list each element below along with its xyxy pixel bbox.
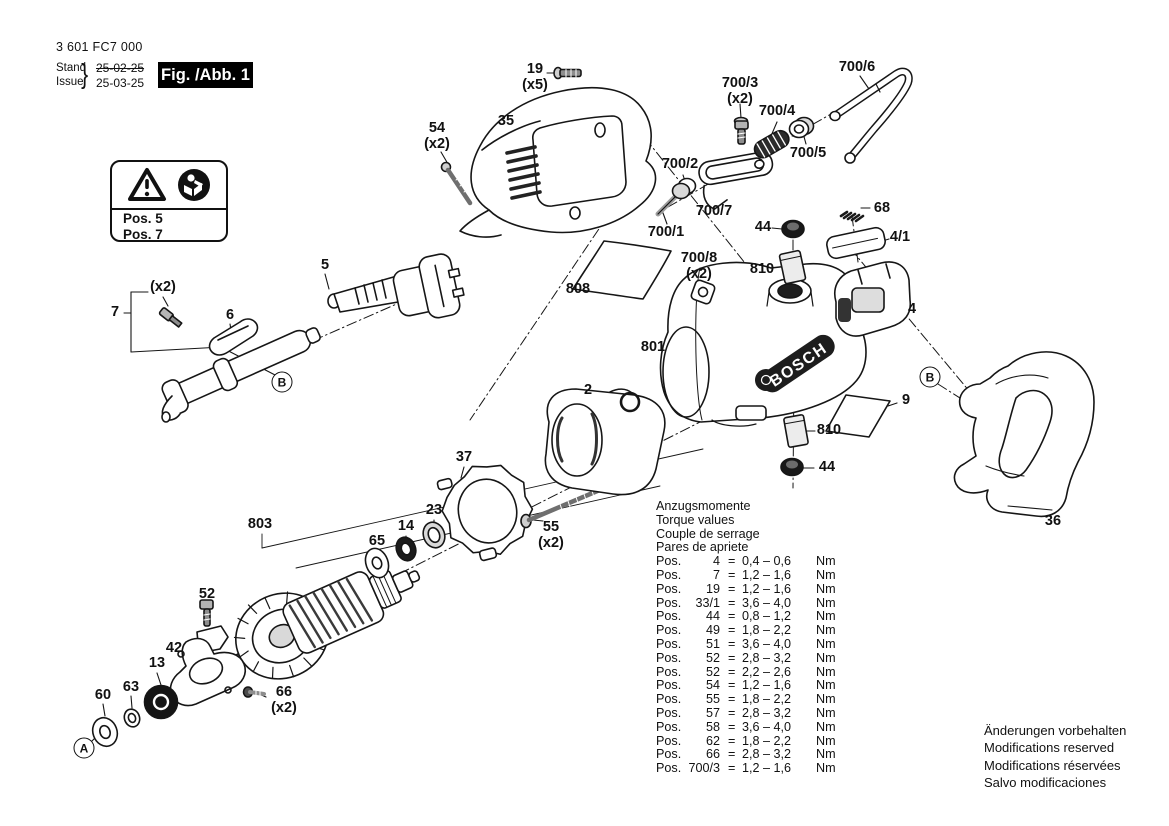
ring-700-5-art <box>790 118 814 138</box>
torque-row: Pos. 51 = 3,6 – 4,0 Nm <box>656 636 836 651</box>
warning-positions <box>123 211 163 242</box>
torque-row: Pos. 33/1 = 3,6 – 4,0 Nm <box>656 595 836 610</box>
motor-housing-35-art <box>460 88 656 237</box>
section-ref-a: A <box>74 738 95 759</box>
warning-box-divider <box>112 208 226 210</box>
screw-700-3-art <box>735 118 749 145</box>
warning-pos-line: Pos. 5 <box>123 211 163 226</box>
part-callout--x2-: (x2) <box>150 279 176 296</box>
section-ref-b: B <box>272 372 293 393</box>
part-callout-36: 36 <box>1044 513 1062 530</box>
part-callout-4-1: 4/1 <box>889 229 911 246</box>
part-callout-5: 5 <box>320 257 330 274</box>
modifications-notice-line: Modifications réservées <box>984 757 1121 773</box>
read-manual-icon <box>176 167 212 203</box>
torque-row: Pos. 58 = 3,6 – 4,0 Nm <box>656 719 836 734</box>
part-callout-810: 810 <box>749 261 775 278</box>
cover-4-1-art <box>825 226 886 260</box>
warning-pos-line: Pos. 7 <box>123 226 163 242</box>
bosch-logo-text: BOSCH <box>767 339 831 391</box>
part-callout-810: 810 <box>816 422 842 439</box>
part-callout-700-3: 700/3 (x2) <box>721 75 759 107</box>
part-callout-700-8: 700/8 (x2) <box>680 250 718 282</box>
bail-handle-700-6-art <box>830 72 909 163</box>
baffle-37-art <box>433 455 541 567</box>
torque-rows <box>656 555 836 776</box>
part-callout-700-2: 700/2 <box>661 156 699 173</box>
switch-4-art <box>835 262 911 336</box>
torque-row: Pos. 7 = 1,2 – 1,6 Nm <box>656 567 836 582</box>
handle-housing-36-art <box>954 352 1094 516</box>
torque-row: Pos. 52 = 2,2 – 2,6 Nm <box>656 664 836 679</box>
part-callout-42: 42 <box>165 640 183 657</box>
part-callout-6: 6 <box>225 307 235 324</box>
torque-heading: Torque values <box>656 512 735 527</box>
lever-700-7-art <box>697 151 778 211</box>
section-ref-b: B <box>920 367 941 388</box>
part-callout-65: 65 <box>368 533 386 550</box>
modifications-notice-line: Änderungen vorbehalten <box>984 723 1127 738</box>
warning-triangle-icon <box>127 167 167 203</box>
part-callout-7: 7 <box>110 304 120 321</box>
part-callout-52: 52 <box>198 586 216 603</box>
screw-54-art <box>442 163 471 204</box>
torque-row: Pos. 19 = 1,2 – 1,6 Nm <box>656 581 836 596</box>
screw-52-art <box>200 600 213 626</box>
part-callout-35: 35 <box>497 113 515 130</box>
cap-700-2-art <box>673 179 696 199</box>
torque-row: Pos. 52 = 2,8 – 3,2 Nm <box>656 650 836 665</box>
torque-heading: Pares de apriete <box>656 540 749 555</box>
screw-19-art <box>554 68 581 79</box>
armature-art <box>222 550 429 693</box>
part-number: 3 601 FC7 000 <box>56 40 143 54</box>
spring-68-art <box>841 212 863 221</box>
part-callout-700-6: 700/6 <box>838 59 876 76</box>
spring-700-4-art <box>751 128 792 161</box>
torque-row: Pos. 66 = 2,8 – 3,2 Nm <box>656 747 836 762</box>
part-callout-44: 44 <box>818 459 836 476</box>
part-callout-55: 55 (x2) <box>538 519 564 551</box>
brush-cap-44-top-art <box>782 221 804 238</box>
torque-row: Pos. 55 = 1,8 – 2,2 Nm <box>656 692 836 707</box>
ring-23-art <box>420 519 449 551</box>
carbon-brush-810-bottom-art <box>784 414 809 447</box>
part-callout-801: 801 <box>640 339 666 356</box>
pin-700-1-art <box>658 197 675 214</box>
brush-cap-44-bottom-art <box>781 459 803 476</box>
stator-2-art <box>545 389 664 495</box>
torque-row: Pos. 4 = 0,4 – 0,6 Nm <box>656 554 836 569</box>
part-callout-2: 2 <box>583 382 593 399</box>
modifications-notice <box>984 722 1126 792</box>
part-callout-54: 54 (x2) <box>424 120 450 152</box>
part-callout-60: 60 <box>94 687 112 704</box>
part-callout-68: 68 <box>873 200 891 217</box>
torque-row: Pos. 700/3 = 1,2 – 1,6 Nm <box>656 761 836 776</box>
part-callout-66: 66 (x2) <box>271 684 297 716</box>
modifications-notice-line: Salvo modificaciones <box>984 775 1107 791</box>
torque-row: Pos. 54 = 1,2 – 1,6 Nm <box>656 678 836 693</box>
part-callout-808: 808 <box>565 281 591 298</box>
part-callout-700-5: 700/5 <box>789 145 827 162</box>
warning-box <box>110 160 228 242</box>
screw-66-art <box>244 687 265 697</box>
part-callout-37: 37 <box>455 449 473 466</box>
date-new: 25-03-25 <box>96 76 145 90</box>
torque-heading: Couple de serrage <box>656 526 760 541</box>
part-callout-13: 13 <box>148 655 166 672</box>
torque-row: Pos. 49 = 1,8 – 2,2 Nm <box>656 623 836 638</box>
torque-heading: Anzugsmomente <box>656 499 751 513</box>
torque-table <box>656 500 836 776</box>
torque-row: Pos. 44 = 0,8 – 1,2 Nm <box>656 609 836 624</box>
part-callout-4: 4 <box>907 301 917 318</box>
part-callout-19: 19 (x5) <box>522 61 548 93</box>
part-callout-14: 14 <box>397 518 415 535</box>
modifications-notice-line: Modifications reserved <box>984 740 1115 756</box>
bearing-13-art <box>145 686 178 719</box>
part-callout-700-4: 700/4 <box>758 103 796 120</box>
part-callout-23: 23 <box>425 502 443 519</box>
stand-label: Stand <box>56 62 87 74</box>
part-callout-700-7: 700/7 <box>695 203 733 220</box>
part-callout-700-1: 700/1 <box>647 224 685 241</box>
torque-row: Pos. 62 = 1,8 – 2,2 Nm <box>656 733 836 748</box>
power-plug-5-art <box>328 251 467 325</box>
part-callout-44: 44 <box>754 219 772 236</box>
date-old: 25-02-25 <box>96 61 145 75</box>
support-bracket-42-art <box>170 626 245 706</box>
part-callout-63: 63 <box>122 679 140 696</box>
torque-row: Pos. 57 = 2,8 – 3,2 Nm <box>656 705 836 720</box>
revision-brace: } <box>81 58 89 89</box>
part-callout-803: 803 <box>247 516 273 533</box>
ring-63-art <box>122 707 142 729</box>
part-callout-9: 9 <box>901 392 911 409</box>
figure-label: Fig. /Abb. 1 <box>158 62 253 88</box>
issue-label: Issue <box>56 76 84 88</box>
bearing-14-art <box>393 534 419 563</box>
